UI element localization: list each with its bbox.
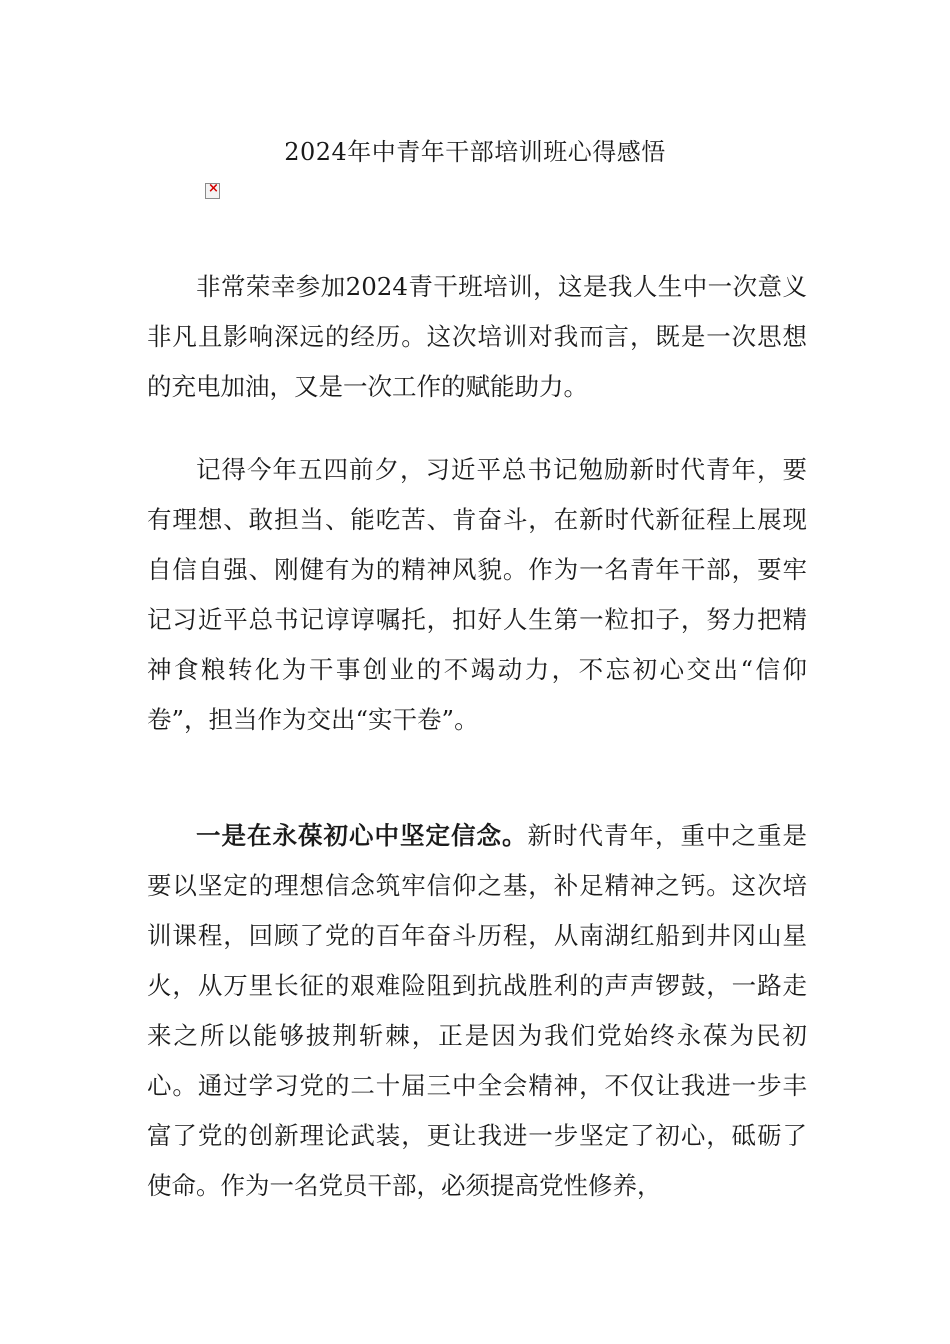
- paragraph-may-fourth: 记得今年五四前夕，习近平总书记勉励新时代青年，要有理想、敢担当、能吃苦、肯奋斗，在新时代新征程上展现自信自强、刚健有为的精神风貌。作为一名青年干部，要牢记习近平总书记谆谆嘱托，扣好人生第一粒扣子，努力把精神食粮转化为干事创业的不竭动力，不忘初心交出“信仰卷”，担当作为交出“实干卷”。: [147, 455, 807, 734]
- paragraph-point-one-heading: 一是在永葆初心中坚定信念。: [196, 821, 528, 850]
- broken-image-icon: [205, 183, 220, 199]
- paragraph-point-one-body: 新时代青年，重中之重是要以坚定的理想信念筑牢信仰之基，补足精神之钙。这次培训课程，回顾了党的百年奋斗历程，从南湖红船到井冈山星火，从万里长征的艰难险阻到抗战胜利的声声锣鼓，一路走来之所以能够披荆斩棘，正是因为我们党始终永葆为民初心。通过学习党的二十届三中全会精神，不仅让我进一步丰富了党的创新理论武装，更让我进一步坚定了初心，砥砺了使命。作为一名党员干部，必须提高党性修养，: [147, 821, 807, 1200]
- paragraph-intro: 非常荣幸参加2024青干班培训，这是我人生中一次意义非凡且影响深远的经历。这次培训对我而言，既是一次思想的充电加油，又是一次工作的赋能助力。: [147, 272, 807, 401]
- document-title: 2024年中青年干部培训班心得感悟: [284, 138, 666, 166]
- paragraph-point-one: [147, 811, 807, 1211]
